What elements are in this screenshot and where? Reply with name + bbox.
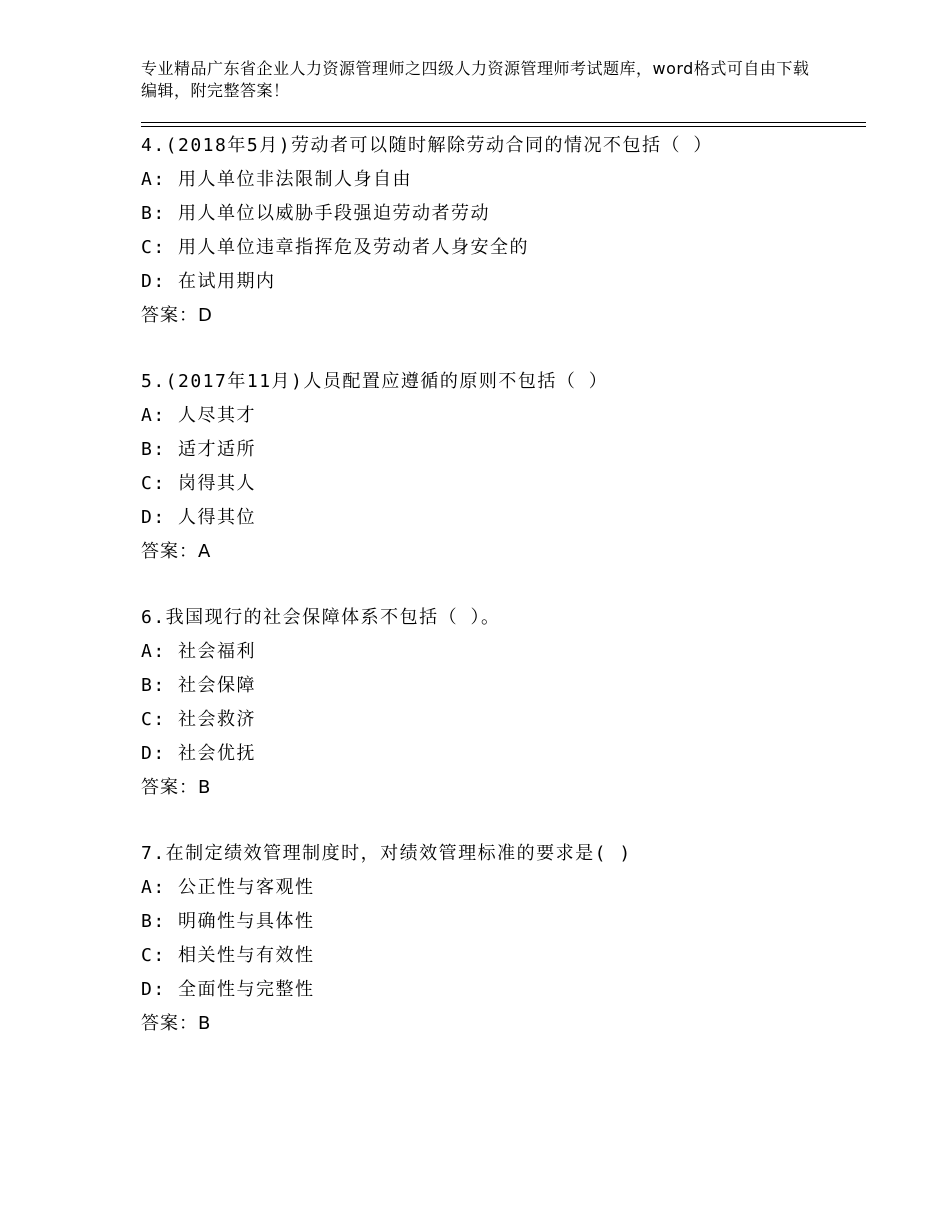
answer-line bbox=[141, 1007, 861, 1041]
answer-value: B bbox=[198, 777, 212, 798]
option-c: C: 用人单位违章指挥危及劳动者人身安全的 bbox=[141, 237, 530, 258]
option-d: D: 全面性与完整性 bbox=[141, 979, 315, 1000]
option-b: B: 适才适所 bbox=[141, 439, 257, 460]
question-stem: 4.(2018年5月)劳动者可以随时解除劳动合同的情况不包括（ ） bbox=[141, 135, 713, 156]
question-item bbox=[141, 129, 861, 333]
answer-label: 答案： bbox=[141, 305, 198, 326]
question-item bbox=[141, 601, 861, 805]
option-c: C: 相关性与有效性 bbox=[141, 945, 315, 966]
option-d: D: 人得其位 bbox=[141, 507, 257, 528]
option-b: B: 明确性与具体性 bbox=[141, 911, 315, 932]
option-a: A: 社会福利 bbox=[141, 641, 257, 662]
question-item bbox=[141, 837, 861, 1041]
option-b: B: 用人单位以威胁手段强迫劳动者劳动 bbox=[141, 203, 491, 224]
option-a: A: 用人单位非法限制人身自由 bbox=[141, 169, 413, 190]
option-c: C: 岗得其人 bbox=[141, 473, 257, 494]
option-d: D: 社会优抚 bbox=[141, 743, 257, 764]
option-a: A: 公正性与客观性 bbox=[141, 877, 315, 898]
question-stem: 7.在制定绩效管理制度时，对绩效管理标准的要求是( ) bbox=[141, 843, 632, 864]
answer-value: D bbox=[198, 305, 213, 326]
question-list bbox=[141, 129, 861, 1073]
answer-line bbox=[141, 299, 861, 333]
answer-label: 答案： bbox=[141, 1013, 198, 1034]
question-stem: 5.(2017年11月)人员配置应遵循的原则不包括（ ） bbox=[141, 371, 609, 392]
option-b: B: 社会保障 bbox=[141, 675, 257, 696]
option-c: C: 社会救济 bbox=[141, 709, 257, 730]
option-d: D: 在试用期内 bbox=[141, 271, 276, 292]
answer-line bbox=[141, 535, 861, 569]
option-a: A: 人尽其才 bbox=[141, 405, 257, 426]
question-item bbox=[141, 365, 861, 569]
answer-label: 答案： bbox=[141, 777, 198, 798]
answer-value: B bbox=[198, 1013, 212, 1034]
answer-line bbox=[141, 771, 861, 805]
document-header: 专业精品广东省企业人力资源管理师之四级人力资源管理师考试题库，word格式可自由下载编辑，附完整答案！ bbox=[141, 59, 810, 100]
answer-value: A bbox=[198, 541, 212, 562]
answer-label: 答案： bbox=[141, 541, 198, 562]
header-divider bbox=[141, 122, 866, 127]
question-stem: 6.我国现行的社会保障体系不包括（ ）。 bbox=[141, 607, 501, 628]
